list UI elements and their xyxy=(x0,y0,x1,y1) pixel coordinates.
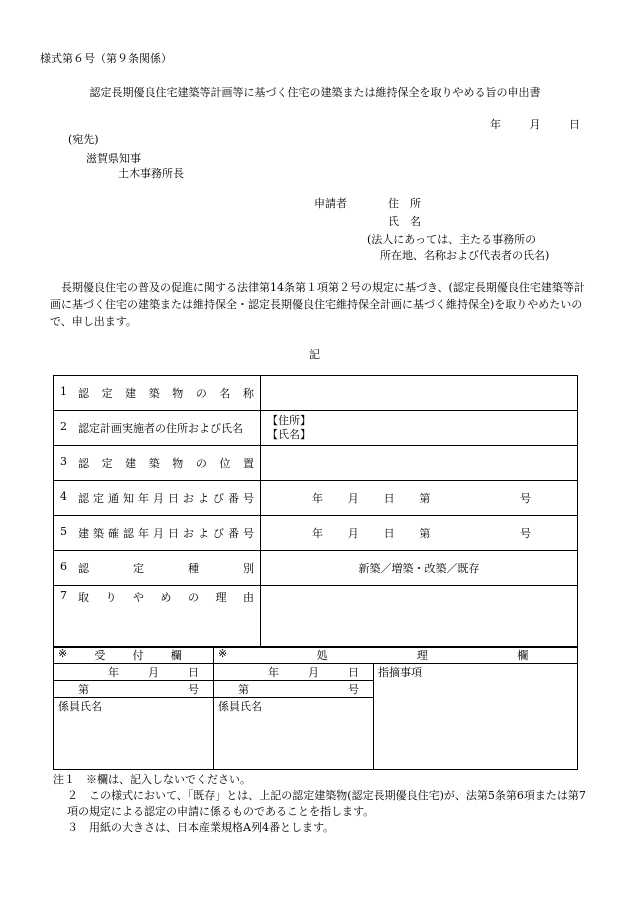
applicant-label: 申請者 xyxy=(314,197,347,210)
document-title: 認定長期優良住宅建築等計画等に基づく住宅の建築または維持保全を取りやめる旨の申出書 xyxy=(89,86,541,99)
body-paragraph: 長期優良住宅の普及の促進に関する法律第14条第１項第２号の規定に基づき、(認定長期優良住宅建築等計画に基づく住宅の建築または維持保全・認定長期優良住宅維持保全計画に基づく維持保全)を取りやめたいので、申し出ます。 xyxy=(50,281,585,328)
date-month: 月 xyxy=(529,118,541,131)
row-label: 認 定 建 築 物 の 位 置 xyxy=(78,457,254,470)
row-number: 2 xyxy=(60,420,67,433)
row-label: 認 定 種 別 xyxy=(78,562,254,575)
implementer-name-label: 【氏名】 xyxy=(267,428,311,441)
addressee-label: (宛先) xyxy=(68,133,99,146)
processing-date: 年 月 日 xyxy=(214,664,374,681)
implementer-field[interactable] xyxy=(261,411,578,446)
table-row xyxy=(54,516,578,551)
table-row xyxy=(54,376,578,411)
row-number: 4 xyxy=(60,490,67,503)
applicant-name-label: 氏 名 xyxy=(388,215,421,228)
row-label: 取 り や め の 理 由 xyxy=(78,591,254,604)
row-label: 建 築 確 認 年 月 日 お よ び 番 号 xyxy=(78,527,254,540)
notes xyxy=(53,772,593,836)
reception-staff[interactable]: 係員氏名 xyxy=(54,698,214,770)
row-label: 認 定 建 築 物 の 名 称 xyxy=(78,387,254,400)
table-row xyxy=(54,586,578,648)
certification-date-field[interactable]: 年 月 日 第 号 xyxy=(261,481,578,516)
row-label: 認定計画実施者の住所および氏名 xyxy=(78,422,243,435)
table-row xyxy=(54,446,578,481)
form-number: 様式第６号（第９条関係） xyxy=(40,52,172,65)
row-number: 6 xyxy=(60,560,67,573)
ki-heading: 記 xyxy=(309,348,320,361)
processing-header: ※ 処 理 欄 xyxy=(214,647,578,664)
row-number: 7 xyxy=(60,589,67,602)
office-use-table xyxy=(53,646,578,770)
cancellation-reason-field[interactable] xyxy=(261,586,578,648)
reception-number: 第 号 xyxy=(54,681,214,698)
applicant-note-line2: 所在地、名称および代表者の氏名) xyxy=(380,249,550,262)
table-row xyxy=(54,481,578,516)
building-confirmation-date-field[interactable]: 年 月 日 第 号 xyxy=(261,516,578,551)
date-day: 日 xyxy=(569,118,580,131)
office-chief: 土木事務所長 xyxy=(118,167,184,180)
implementer-address-label: 【住所】 xyxy=(267,414,311,427)
certification-type-field[interactable]: 新築／増築・改築／既存 xyxy=(261,551,578,586)
details-table xyxy=(53,375,578,648)
processing-number: 第 号 xyxy=(214,681,374,698)
row-number: 3 xyxy=(60,455,67,468)
row-number: 5 xyxy=(60,525,67,538)
reception-date: 年 月 日 xyxy=(54,664,214,681)
note-1: 注１ ※欄は、記入しないでください。 xyxy=(53,773,251,786)
remarks-cell[interactable] xyxy=(374,664,578,770)
processing-staff[interactable]: 係員氏名 xyxy=(214,698,374,770)
building-location-field[interactable] xyxy=(261,446,578,481)
date-year: 年 xyxy=(490,118,501,131)
submission-date xyxy=(490,116,580,132)
applicant-note-line1: (法人にあっては、主たる事務所の xyxy=(367,233,537,246)
governor: 滋賀県知事 xyxy=(86,152,141,165)
note-3: ３ 用紙の大きさは、日本産業規格A列4番とします。 xyxy=(67,821,335,834)
reception-header: ※ 受 付 欄 xyxy=(54,647,214,664)
applicant-address-label: 住 所 xyxy=(388,197,421,210)
table-row xyxy=(54,551,578,586)
building-name-field[interactable] xyxy=(261,376,578,411)
table-row xyxy=(54,411,578,446)
row-label: 認 定 通 知 年 月 日 お よ び 番 号 xyxy=(78,492,254,505)
remarks-label: 指摘事項 xyxy=(378,666,422,679)
row-number: 1 xyxy=(60,385,67,398)
note-2: ２ この様式において、「既存」とは、上記の認定建築物(認定長期優良住宅)が、法第5条第6項または第7項の規定による認定の申請に係るものであることを指します。 xyxy=(67,789,586,818)
